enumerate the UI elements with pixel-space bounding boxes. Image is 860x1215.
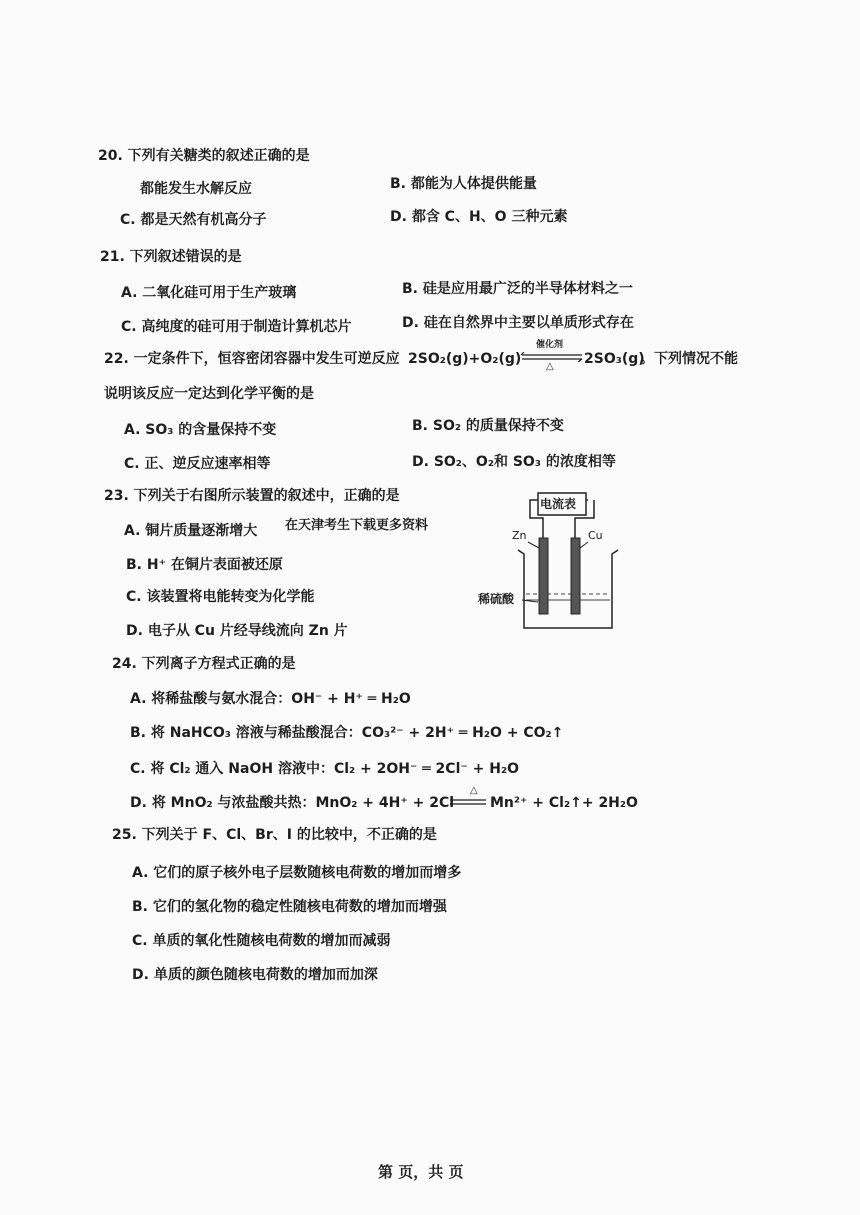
q22-option-d: D. SO₂、O₂和 SO₃ 的浓度相等 xyxy=(412,454,616,470)
q22-option-a: A. SO₃ 的含量保持不变 xyxy=(124,422,277,438)
q21-option-a: A. 二氧化硅可用于生产玻璃 xyxy=(121,285,297,301)
q22-catalyst-label: 催化剂 xyxy=(536,340,564,350)
q22-heat-label: △ xyxy=(546,361,554,372)
q24-option-d-prefix: D. 将 MnO₂ 与浓盐酸共热：MnO₂ + 4H⁺ + 2Cl⁻ xyxy=(130,795,462,811)
q23-option-b: B. H⁺ 在铜片表面被还原 xyxy=(126,557,283,573)
q25-option-b: B. 它们的氢化物的稳定性随核电荷数的增加而增强 xyxy=(132,899,447,915)
q20-option-c: C. 都是天然有机高分子 xyxy=(120,212,267,228)
q20-option-a: 都能发生水解反应 xyxy=(140,181,252,197)
q22-reactants: 2SO₂(g)+O₂(g) xyxy=(408,351,522,367)
q21-option-d: D. 硅在自然界中主要以单质形式存在 xyxy=(402,315,634,331)
q20-stem: 20. 下列有关糖类的叙述正确的是 xyxy=(98,148,310,164)
sulfuric-acid-label: 稀硫酸 xyxy=(478,592,515,606)
q23-option-a: A. 铜片质量逐渐增大 xyxy=(124,523,258,539)
zn-electrode-label: Zn xyxy=(512,529,527,542)
q24-option-c: C. 将 Cl₂ 通入 NaOH 溶液中：Cl₂ + 2OH⁻ ═ 2Cl⁻ + H₂O xyxy=(130,761,519,777)
q24-option-d-suffix: Mn²⁺ + Cl₂↑+ 2H₂O xyxy=(490,795,638,811)
q21-option-b: B. 硅是应用最广泛的半导体材料之一 xyxy=(402,281,633,297)
q22-option-c: C. 正、逆反应速率相等 xyxy=(124,456,271,472)
q25-option-a: A. 它们的原子核外电子层数随核电荷数的增加而增多 xyxy=(132,865,462,881)
q21-option-c: C. 高纯度的硅可用于制造计算机芯片 xyxy=(121,319,352,335)
q20-option-b: B. 都能为人体提供能量 xyxy=(390,176,537,192)
q24-stem: 24. 下列离子方程式正确的是 xyxy=(112,656,296,672)
q22-stem-suffix: 。下列情况不能 xyxy=(640,351,738,367)
watermark-text: 在天津考生下载更多资料 xyxy=(285,518,429,533)
q24-option-b: B. 将 NaHCO₃ 溶液与稀盐酸混合：CO₃²⁻ + 2H⁺ ═ H₂O + CO₂↑ xyxy=(130,725,564,741)
q25-stem: 25. 下列关于 F、Cl、Br、I 的比较中，不正确的是 xyxy=(112,827,437,843)
q22-option-b: B. SO₂ 的质量保持不变 xyxy=(412,418,564,434)
q21-stem: 21. 下列叙述错误的是 xyxy=(100,249,242,265)
cu-electrode-label: Cu xyxy=(588,529,603,542)
q22-stem-line2: 说明该反应一定达到化学平衡的是 xyxy=(104,386,314,402)
equals-arrow-icon xyxy=(450,798,486,806)
q24-heat-label: △ xyxy=(470,785,478,796)
q25-option-c: C. 单质的氧化性随核电荷数的增加而减弱 xyxy=(132,933,391,949)
q23-option-d: D. 电子从 Cu 片经导线流向 Zn 片 xyxy=(126,623,348,639)
q22-stem-prefix: 22. 一定条件下，恒容密闭容器中发生可逆反应 xyxy=(104,351,400,367)
q23-option-c: C. 该装置将电能转变为化学能 xyxy=(126,589,315,605)
ammeter-label: 电流表 xyxy=(540,497,577,511)
q25-option-d: D. 单质的颜色随核电荷数的增加而加深 xyxy=(132,967,378,983)
page-footer: 第 页，共 页 xyxy=(378,1163,464,1181)
q20-option-d: D. 都含 C、H、O 三种元素 xyxy=(390,209,568,225)
q22-product: 2SO₃(g) xyxy=(584,351,645,367)
galvanic-cell-drawing xyxy=(478,490,628,640)
galvanic-cell-figure xyxy=(478,490,628,640)
q23-stem: 23. 下列关于右图所示装置的叙述中，正确的是 xyxy=(104,488,400,504)
q24-option-a: A. 将稀盐酸与氨水混合：OH⁻ + H⁺ ═ H₂O xyxy=(130,691,411,707)
